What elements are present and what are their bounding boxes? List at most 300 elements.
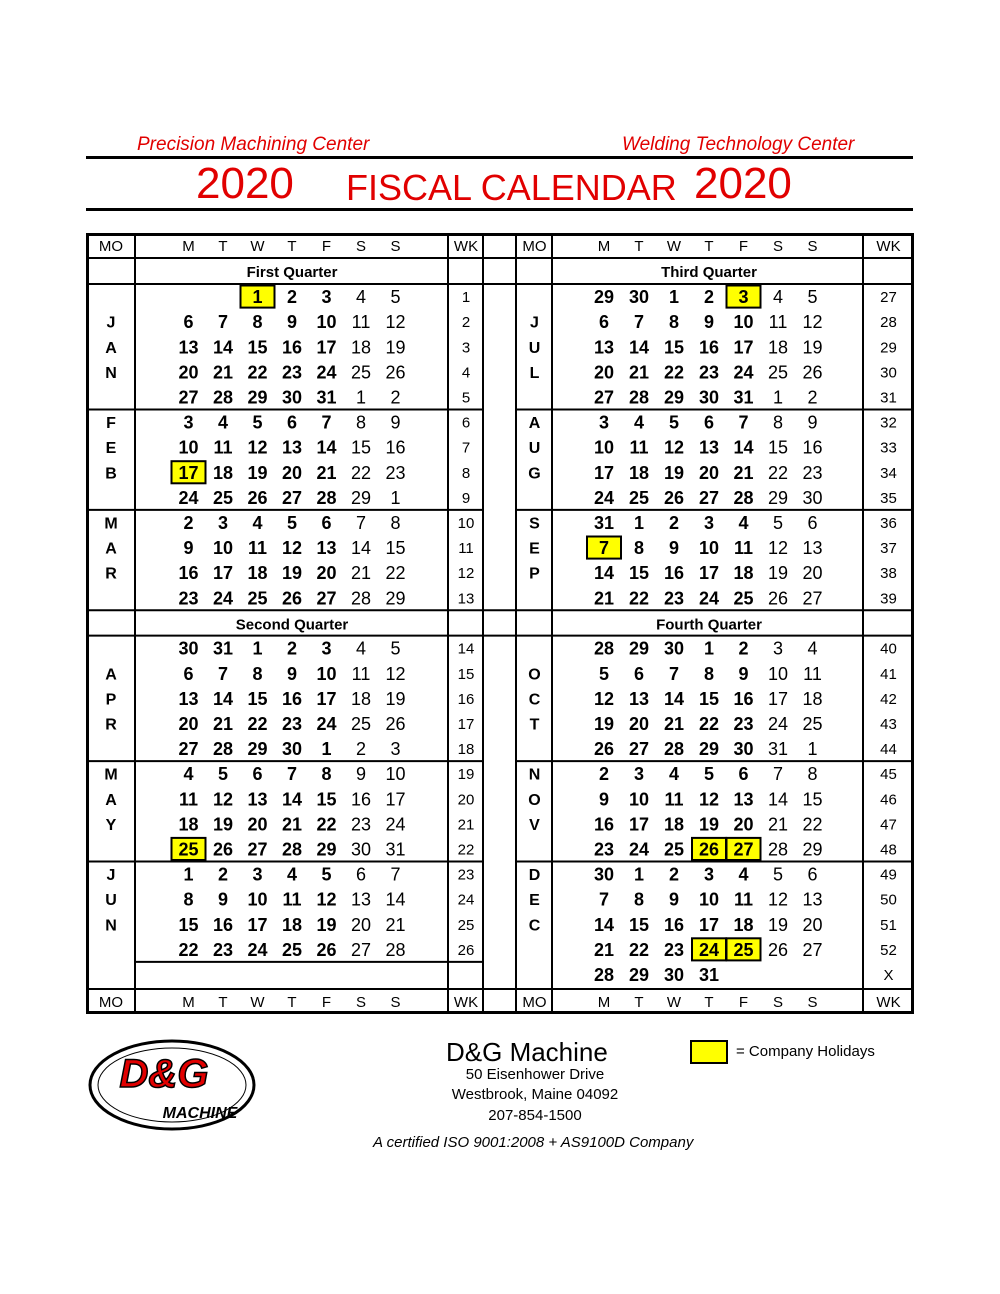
week-number: 24 xyxy=(457,891,475,909)
day-cell: 9 xyxy=(390,412,401,433)
month-letter: P xyxy=(529,565,540,583)
day-cell: 15 xyxy=(628,914,650,935)
day-cell: 28 xyxy=(350,588,372,609)
day-cell: 7 xyxy=(598,889,610,910)
day-cell: 12 xyxy=(385,312,406,333)
day-cell: 24 xyxy=(698,588,720,609)
week-number: 40 xyxy=(880,640,897,658)
month-letter: G xyxy=(528,465,541,483)
day-cell: 15 xyxy=(698,688,720,709)
day-cell: 30 xyxy=(698,387,720,408)
precision-machining-center-label: Precision Machining Center xyxy=(137,134,370,155)
day-cell: 19 xyxy=(663,462,685,483)
day-cell: 29 xyxy=(385,588,406,609)
day-cell: 4 xyxy=(286,864,298,885)
col-header-day: W xyxy=(250,238,265,255)
week-number: 46 xyxy=(880,791,897,809)
day-cell: 24 xyxy=(385,814,406,835)
day-cell: 5 xyxy=(772,512,784,533)
day-cell: 6 xyxy=(286,412,298,433)
day-cell: 7 xyxy=(390,864,401,885)
day-cell: 8 xyxy=(668,312,680,333)
col-header-wk: WK xyxy=(876,238,901,255)
day-cell: 9 xyxy=(668,538,680,559)
month-letter: E xyxy=(105,440,117,458)
month-letter: A xyxy=(105,791,117,809)
week-number: 49 xyxy=(880,866,897,884)
day-cell: 31 xyxy=(316,387,337,408)
day-cell: 21 xyxy=(593,939,615,960)
day-cell: 9 xyxy=(355,764,367,785)
day-cell: 25 xyxy=(628,487,650,508)
day-cell: 26 xyxy=(593,739,615,760)
week-number: 45 xyxy=(880,766,897,784)
month-letter: U xyxy=(528,339,541,357)
day-cell: 7 xyxy=(355,512,367,533)
day-cell: 22 xyxy=(628,588,650,609)
day-cell: 15 xyxy=(247,337,268,358)
day-cell: 7 xyxy=(738,412,749,433)
day-cell: 5 xyxy=(598,663,610,684)
day-cell: 23 xyxy=(350,814,372,835)
day-cell: 9 xyxy=(668,889,680,910)
day-cell: 31 xyxy=(698,964,720,985)
day-cell: 5 xyxy=(321,864,332,885)
day-cell: 6 xyxy=(183,663,194,684)
day-cell: 9 xyxy=(738,663,749,684)
day-cell: 2 xyxy=(355,739,367,760)
week-number: 39 xyxy=(880,590,897,608)
day-cell: 9 xyxy=(286,663,298,684)
day-cell: 21 xyxy=(385,914,406,935)
day-cell: 3 xyxy=(183,412,194,433)
day-cell: 8 xyxy=(703,663,715,684)
week-number: 27 xyxy=(880,289,897,307)
day-cell: 3 xyxy=(252,864,263,885)
col-header-day: F xyxy=(738,994,749,1011)
day-cell: 25 xyxy=(212,487,234,508)
week-number: 14 xyxy=(457,640,475,658)
day-cell: 5 xyxy=(772,864,784,885)
col-header-day: S xyxy=(390,238,401,255)
month-letter: F xyxy=(106,415,116,433)
day-cell: 27 xyxy=(178,387,199,408)
day-cell: 13 xyxy=(802,889,823,910)
holiday-legend-swatch xyxy=(690,1040,728,1064)
week-number: X xyxy=(883,966,894,984)
day-cell: 1 xyxy=(633,864,645,885)
col-header-day: W xyxy=(666,994,682,1011)
day-cell: 21 xyxy=(663,713,685,734)
day-cell: 12 xyxy=(247,437,268,458)
day-cell: 7 xyxy=(217,312,229,333)
col-header-day: T xyxy=(287,994,297,1011)
day-cell: 18 xyxy=(802,688,823,709)
day-cell: 21 xyxy=(212,362,234,383)
day-cell: 17 xyxy=(628,814,650,835)
day-cell: 3 xyxy=(738,287,749,308)
day-cell: 10 xyxy=(316,312,337,333)
day-cell: 2 xyxy=(286,638,298,659)
table-border xyxy=(88,235,913,1013)
day-cell: 10 xyxy=(733,312,754,333)
day-cell: 6 xyxy=(355,864,367,885)
col-header-day: S xyxy=(772,994,784,1011)
day-cell: 29 xyxy=(698,739,720,760)
day-cell: 2 xyxy=(668,864,680,885)
day-cell: 30 xyxy=(663,638,685,659)
col-header-day: M xyxy=(182,994,195,1011)
col-header-day: F xyxy=(738,238,749,255)
day-cell: 25 xyxy=(802,713,823,734)
week-number: 26 xyxy=(457,941,475,959)
day-cell: 26 xyxy=(281,588,303,609)
day-cell: 3 xyxy=(703,512,715,533)
day-cell: 20 xyxy=(733,814,754,835)
fiscal-calendar-table xyxy=(86,233,914,1014)
day-cell: 16 xyxy=(802,437,823,458)
month-letter: Y xyxy=(105,816,117,834)
day-cell: 3 xyxy=(772,638,784,659)
month-letter: A xyxy=(105,339,117,357)
day-cell: 13 xyxy=(281,437,303,458)
day-cell: 10 xyxy=(212,538,234,559)
day-cell: 16 xyxy=(698,337,720,358)
month-letter: O xyxy=(528,666,541,684)
day-cell: 10 xyxy=(767,663,789,684)
month-letter: O xyxy=(528,791,541,809)
day-cell: 20 xyxy=(247,814,268,835)
day-cell: 25 xyxy=(247,588,268,609)
day-cell: 21 xyxy=(767,814,789,835)
day-cell: 22 xyxy=(350,462,372,483)
day-cell: 18 xyxy=(663,814,685,835)
day-cell: 18 xyxy=(212,462,234,483)
day-cell: 29 xyxy=(350,487,372,508)
day-cell: 4 xyxy=(355,287,367,308)
day-cell: 28 xyxy=(593,964,615,985)
month-letter: A xyxy=(105,666,117,684)
day-cell: 10 xyxy=(628,789,650,810)
day-cell: 23 xyxy=(663,939,685,960)
day-cell: 18 xyxy=(733,563,754,584)
day-cell: 20 xyxy=(593,362,615,383)
day-cell: 14 xyxy=(212,688,234,709)
day-cell: 16 xyxy=(663,914,685,935)
week-number: 11 xyxy=(458,540,474,558)
day-cell: 12 xyxy=(316,889,337,910)
quarter-label-second: Second Quarter xyxy=(235,616,349,634)
day-cell: 16 xyxy=(178,563,199,584)
welding-technology-center-label: Welding Technology Center xyxy=(622,134,855,155)
day-cell: 2 xyxy=(807,387,818,408)
day-cell: 29 xyxy=(628,638,650,659)
col-header-day: T xyxy=(287,238,297,255)
day-cell: 25 xyxy=(733,939,754,960)
day-cell: 14 xyxy=(593,914,615,935)
day-cell: 2 xyxy=(738,638,749,659)
day-cell: 24 xyxy=(733,362,754,383)
week-number: 51 xyxy=(880,916,897,934)
day-cell: 29 xyxy=(316,839,337,860)
day-cell: 17 xyxy=(212,563,234,584)
day-cell: 25 xyxy=(178,839,199,860)
day-cell: 6 xyxy=(633,663,645,684)
day-cell: 12 xyxy=(593,688,615,709)
day-cell: 4 xyxy=(772,287,784,308)
day-cell: 11 xyxy=(282,889,302,910)
day-cell: 10 xyxy=(178,437,199,458)
day-cell: 11 xyxy=(733,889,754,910)
day-cell: 20 xyxy=(802,563,823,584)
day-cell: 12 xyxy=(767,889,789,910)
day-cell: 27 xyxy=(281,487,303,508)
week-number: 44 xyxy=(880,741,897,759)
day-cell: 31 xyxy=(733,387,754,408)
day-cell: 19 xyxy=(385,688,406,709)
quarter-label-fourth: Fourth Quarter xyxy=(656,616,762,634)
day-cell: 29 xyxy=(247,739,268,760)
day-cell: 13 xyxy=(247,789,268,810)
day-cell: 26 xyxy=(247,487,268,508)
day-cell: 17 xyxy=(767,688,789,709)
day-cell: 30 xyxy=(178,638,199,659)
day-cell: 5 xyxy=(390,638,401,659)
day-cell: 4 xyxy=(252,512,263,533)
day-cell: 26 xyxy=(316,939,337,960)
day-cell: 28 xyxy=(767,839,789,860)
day-cell: 25 xyxy=(733,588,754,609)
day-cell: 20 xyxy=(178,362,199,383)
day-cell: 31 xyxy=(212,638,234,659)
col-header-day: T xyxy=(704,994,714,1011)
day-cell: 16 xyxy=(593,814,615,835)
day-cell: 21 xyxy=(281,814,303,835)
day-cell: 17 xyxy=(316,337,337,358)
day-cell: 10 xyxy=(698,889,720,910)
company-city: Westbrook, Maine 04092 xyxy=(451,1086,619,1103)
day-cell: 18 xyxy=(178,814,199,835)
day-cell: 18 xyxy=(733,914,754,935)
day-cell: 9 xyxy=(217,889,229,910)
week-number: 43 xyxy=(880,715,897,733)
day-cell: 27 xyxy=(593,387,615,408)
day-cell: 9 xyxy=(598,789,610,810)
month-letter: P xyxy=(105,691,117,709)
day-cell: 17 xyxy=(593,462,615,483)
day-cell: 27 xyxy=(247,839,268,860)
month-letter: N xyxy=(105,364,117,382)
day-cell: 23 xyxy=(698,362,720,383)
day-cell: 11 xyxy=(629,437,649,458)
day-cell: 27 xyxy=(316,588,337,609)
day-cell: 11 xyxy=(213,437,233,458)
day-cell: 7 xyxy=(217,663,229,684)
day-cell: 13 xyxy=(802,538,823,559)
day-cell: 13 xyxy=(316,538,337,559)
day-cell: 4 xyxy=(183,764,194,785)
day-cell: 4 xyxy=(807,638,818,659)
day-cell: 17 xyxy=(733,337,754,358)
day-cell: 17 xyxy=(178,462,199,483)
month-letter: T xyxy=(529,716,540,734)
day-cell: 4 xyxy=(355,638,367,659)
day-cell: 28 xyxy=(212,387,234,408)
week-number: 41 xyxy=(880,665,897,683)
day-cell: 14 xyxy=(316,437,337,458)
day-cell: 25 xyxy=(663,839,685,860)
title-text: FISCAL CALENDAR xyxy=(346,167,677,208)
day-cell: 7 xyxy=(772,764,784,785)
day-cell: 20 xyxy=(281,462,303,483)
day-cell: 30 xyxy=(663,964,685,985)
day-cell: 28 xyxy=(593,638,615,659)
title-year-left: 2020 xyxy=(196,159,294,208)
col-header-day: T xyxy=(634,994,644,1011)
day-cell: 26 xyxy=(212,839,234,860)
company-street: 50 Eisenhower Drive xyxy=(465,1066,605,1083)
page-title xyxy=(86,157,913,209)
day-cell: 5 xyxy=(217,764,229,785)
day-cell: 24 xyxy=(698,939,720,960)
day-cell: 2 xyxy=(598,764,610,785)
day-cell: 10 xyxy=(698,538,720,559)
day-cell: 3 xyxy=(321,287,332,308)
day-cell: 11 xyxy=(351,312,371,333)
col-header-mo: MO xyxy=(98,238,124,255)
col-header-day: T xyxy=(218,994,228,1011)
day-cell: 4 xyxy=(738,864,749,885)
day-cell: 9 xyxy=(703,312,715,333)
day-cell: 30 xyxy=(281,739,303,760)
day-cell: 19 xyxy=(767,563,789,584)
day-cell: 4 xyxy=(217,412,229,433)
col-header-mo: MO xyxy=(98,994,124,1011)
day-cell: 11 xyxy=(664,789,684,810)
day-cell: 14 xyxy=(733,437,754,458)
day-cell: 8 xyxy=(183,889,194,910)
day-cell: 12 xyxy=(802,312,823,333)
day-cell: 6 xyxy=(252,764,263,785)
day-cell: 18 xyxy=(350,337,372,358)
day-cell: 28 xyxy=(663,739,685,760)
month-letter: A xyxy=(105,540,117,558)
day-cell: 14 xyxy=(385,889,406,910)
day-cell: 27 xyxy=(802,939,823,960)
day-cell: 8 xyxy=(807,764,818,785)
week-number: 10 xyxy=(457,514,475,532)
day-cell: 17 xyxy=(698,563,720,584)
col-header-day: S xyxy=(807,238,818,255)
week-number: 36 xyxy=(880,514,897,532)
company-name: D&G Machine xyxy=(446,1037,608,1067)
day-cell: 15 xyxy=(385,538,406,559)
col-header-day: T xyxy=(634,238,644,255)
day-cell: 28 xyxy=(281,839,303,860)
day-cell: 1 xyxy=(390,487,401,508)
day-cell: 5 xyxy=(252,412,263,433)
day-cell: 26 xyxy=(663,487,685,508)
col-header-wk: WK xyxy=(453,994,479,1011)
week-number: 1 xyxy=(461,289,471,307)
day-cell: 19 xyxy=(802,337,823,358)
col-header-day: W xyxy=(250,994,265,1011)
day-cell: 22 xyxy=(767,462,789,483)
day-cell: 2 xyxy=(390,387,401,408)
month-letter: R xyxy=(105,716,117,734)
day-cell: 1 xyxy=(703,638,715,659)
col-header-day: M xyxy=(597,994,611,1011)
week-number: 52 xyxy=(880,941,897,959)
day-cell: 23 xyxy=(663,588,685,609)
day-cell: 8 xyxy=(390,512,401,533)
col-header-day: S xyxy=(807,994,818,1011)
day-cell: 5 xyxy=(668,412,680,433)
day-cell: 22 xyxy=(698,713,720,734)
day-cell: 17 xyxy=(316,688,337,709)
day-cell: 20 xyxy=(698,462,720,483)
day-cell: 11 xyxy=(803,663,822,684)
day-cell: 23 xyxy=(178,588,199,609)
day-cell: 7 xyxy=(321,412,332,433)
day-cell: 15 xyxy=(663,337,685,358)
day-cell: 19 xyxy=(316,914,337,935)
day-cell: 13 xyxy=(178,337,199,358)
day-cell: 27 xyxy=(733,839,754,860)
day-cell: 16 xyxy=(385,437,406,458)
day-cell: 17 xyxy=(247,914,268,935)
day-cell: 11 xyxy=(247,538,268,559)
month-letter: J xyxy=(106,867,116,885)
day-cell: 18 xyxy=(247,563,268,584)
day-cell: 16 xyxy=(733,688,754,709)
day-cell: 24 xyxy=(212,588,234,609)
week-number: 8 xyxy=(461,464,471,482)
day-cell: 4 xyxy=(668,764,680,785)
day-cell: 21 xyxy=(628,362,650,383)
day-cell: 23 xyxy=(733,713,754,734)
day-cell: 16 xyxy=(663,563,685,584)
week-number: 17 xyxy=(457,715,475,733)
day-cell: 20 xyxy=(178,713,199,734)
day-cell: 30 xyxy=(593,864,615,885)
week-number: 4 xyxy=(461,364,471,382)
month-letter: N xyxy=(105,917,117,935)
day-cell: 24 xyxy=(628,839,650,860)
day-cell: 1 xyxy=(252,287,263,308)
day-cell: 14 xyxy=(212,337,234,358)
company-phone: 207-854-1500 xyxy=(488,1107,582,1124)
week-number: 30 xyxy=(880,364,897,382)
month-letter: U xyxy=(105,892,117,910)
day-cell: 26 xyxy=(802,362,823,383)
week-number: 20 xyxy=(457,791,475,809)
quarter-label-third: Third Quarter xyxy=(661,264,757,281)
day-cell: 1 xyxy=(183,864,194,885)
col-header-wk: WK xyxy=(876,994,901,1011)
month-letter: C xyxy=(528,691,541,709)
week-number: 2 xyxy=(461,314,471,332)
day-cell: 1 xyxy=(321,739,332,760)
day-cell: 5 xyxy=(286,512,298,533)
day-cell: 20 xyxy=(316,563,337,584)
day-cell: 1 xyxy=(807,739,818,760)
holiday-legend-text: = Company Holidays xyxy=(736,1043,875,1060)
week-number: 18 xyxy=(457,741,475,759)
month-letter: L xyxy=(529,364,540,382)
day-cell: 26 xyxy=(385,362,406,383)
day-cell: 24 xyxy=(767,713,789,734)
